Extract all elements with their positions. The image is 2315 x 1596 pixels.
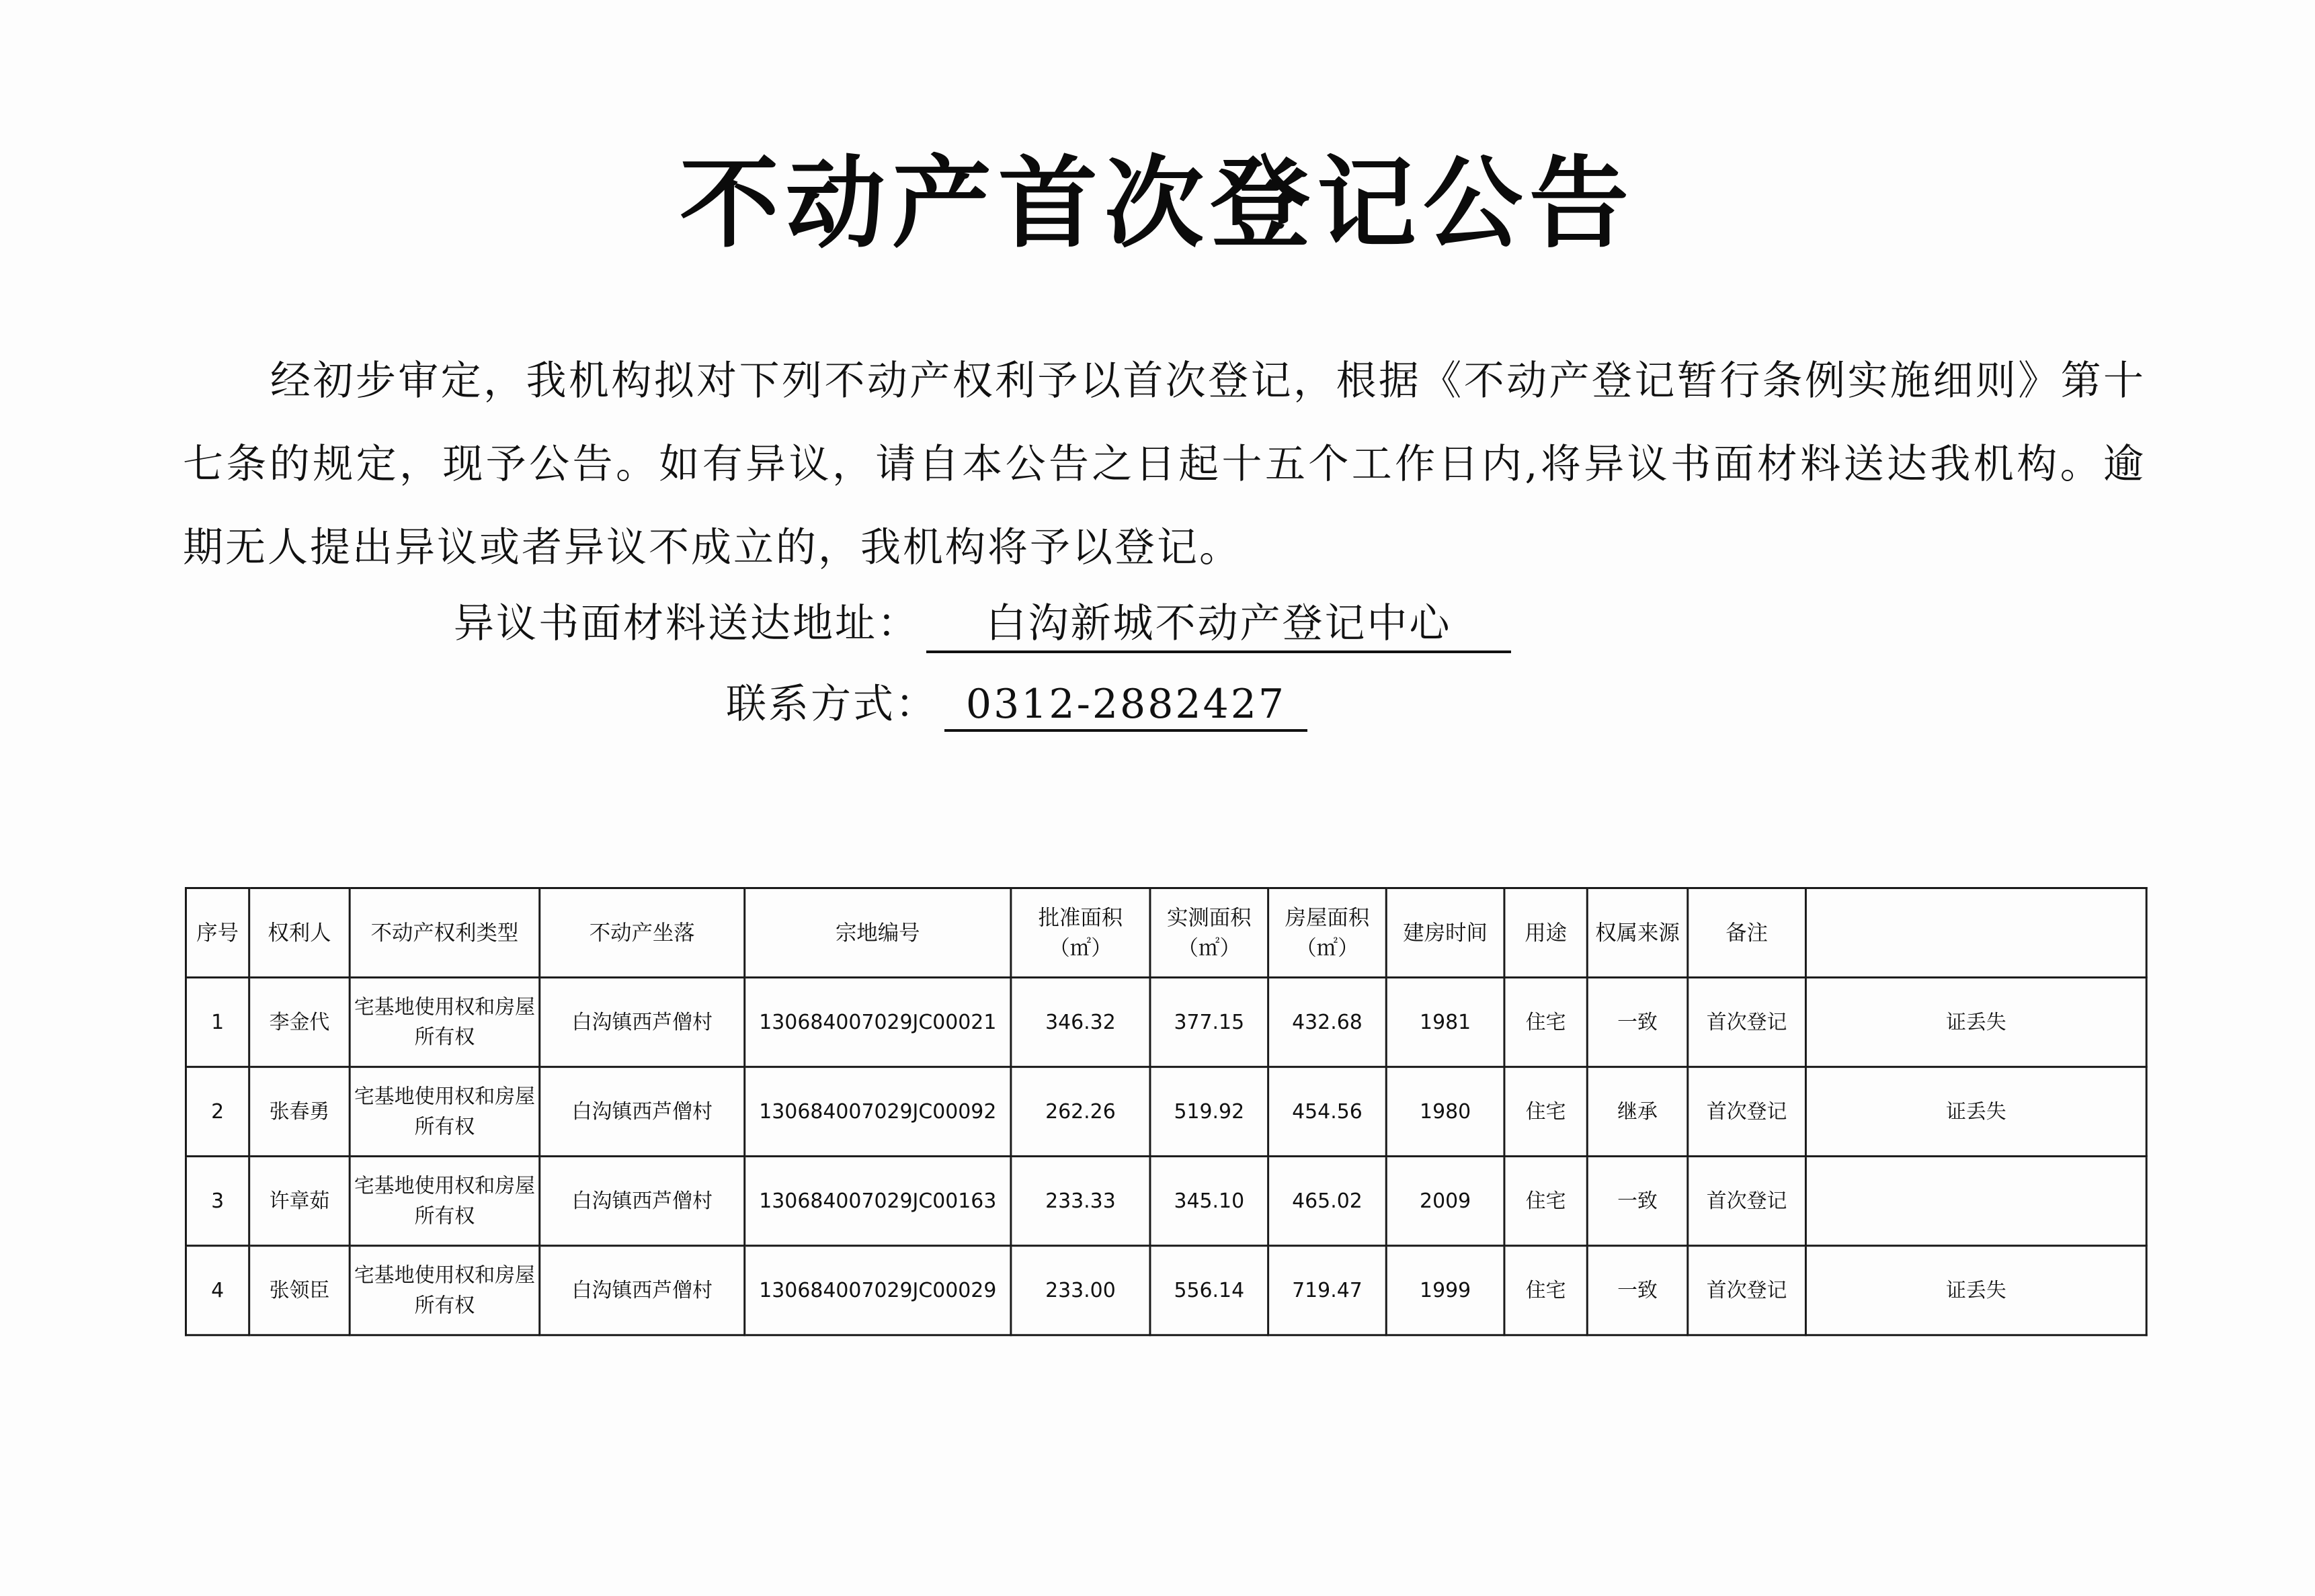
cell-parcel: 130684007029JC00029 — [745, 1246, 1011, 1335]
cell-use: 住宅 — [1504, 1067, 1587, 1157]
header-location: 不动产坐落 — [540, 888, 745, 977]
cell-building-area: 719.47 — [1268, 1246, 1387, 1335]
table-row — [186, 978, 2146, 1067]
address-label: 异议书面材料送达地址： — [454, 600, 920, 647]
announcement-paragraph: 经初步审定，我机构拟对下列不动产权利予以首次登记，根据《不动产登记暂行条例实施细则》第十七条的规定，现予公告。如有异议，请自本公告之日起十五个工作日内,将异议书面材料送达我机构。逾期无人提出异议或者异议不成立的，我机构将予以登记。 — [183, 358, 2146, 571]
header-use: 用途 — [1504, 888, 1587, 977]
cell-source: 继承 — [1587, 1067, 1688, 1157]
cell-measured-area: 519.92 — [1150, 1067, 1268, 1157]
address-line — [454, 591, 1511, 653]
cell-approved-area: 233.33 — [1011, 1157, 1150, 1246]
header-build-year: 建房时间 — [1386, 888, 1504, 977]
cell-extra: 证丢失 — [1805, 978, 2146, 1067]
cell-location: 白沟镇西芦僧村 — [540, 1246, 745, 1335]
header-building-area: 房屋面积（㎡） — [1268, 888, 1387, 977]
cell-use: 住宅 — [1504, 1246, 1587, 1335]
header-approved-area: 批准面积（㎡） — [1011, 888, 1150, 977]
cell-source: 一致 — [1587, 1246, 1688, 1335]
cell-source: 一致 — [1587, 1157, 1688, 1246]
cell-build-year: 2009 — [1386, 1157, 1504, 1246]
cell-remark: 首次登记 — [1688, 1067, 1806, 1157]
cell-approved-area: 346.32 — [1011, 978, 1150, 1067]
cell-building-area: 432.68 — [1268, 978, 1387, 1067]
header-holder: 权利人 — [249, 888, 350, 977]
header-remark: 备注 — [1688, 888, 1806, 977]
cell-source: 一致 — [1587, 978, 1688, 1067]
cell-seq: 1 — [186, 978, 249, 1067]
cell-use: 住宅 — [1504, 1157, 1587, 1246]
cell-parcel: 130684007029JC00021 — [745, 978, 1011, 1067]
table-row — [186, 1067, 2146, 1157]
cell-extra — [1805, 1157, 2146, 1246]
cell-seq: 2 — [186, 1067, 249, 1157]
contact-value: 0312-2882427 — [944, 681, 1307, 732]
cell-seq: 3 — [186, 1157, 249, 1246]
header-source: 权属来源 — [1587, 888, 1688, 977]
table-row — [186, 1157, 2146, 1246]
header-extra — [1805, 888, 2146, 977]
header-right-type: 不动产权利类型 — [350, 888, 540, 977]
cell-parcel: 130684007029JC00163 — [745, 1157, 1011, 1246]
registration-table — [185, 887, 2148, 1336]
table-header-row — [186, 888, 2146, 977]
cell-holder: 张春勇 — [249, 1067, 350, 1157]
cell-right-type: 宅基地使用权和房屋所有权 — [350, 1246, 540, 1335]
cell-remark: 首次登记 — [1688, 1157, 1806, 1246]
cell-extra: 证丢失 — [1805, 1246, 2146, 1335]
cell-building-area: 465.02 — [1268, 1157, 1387, 1246]
cell-location: 白沟镇西芦僧村 — [540, 1157, 745, 1246]
cell-extra: 证丢失 — [1805, 1067, 2146, 1157]
cell-right-type: 宅基地使用权和房屋所有权 — [350, 978, 540, 1067]
cell-approved-area: 262.26 — [1011, 1067, 1150, 1157]
cell-holder: 张领臣 — [249, 1246, 350, 1335]
cell-build-year: 1981 — [1386, 978, 1504, 1067]
cell-right-type: 宅基地使用权和房屋所有权 — [350, 1067, 540, 1157]
header-measured-area: 实测面积（㎡） — [1150, 888, 1268, 977]
cell-seq: 4 — [186, 1246, 249, 1335]
contact-line — [726, 672, 1307, 732]
cell-measured-area: 377.15 — [1150, 978, 1268, 1067]
cell-parcel: 130684007029JC00092 — [745, 1067, 1011, 1157]
cell-holder: 许章茹 — [249, 1157, 350, 1246]
cell-use: 住宅 — [1504, 978, 1587, 1067]
cell-measured-area: 556.14 — [1150, 1246, 1268, 1335]
cell-build-year: 1999 — [1386, 1246, 1504, 1335]
cell-approved-area: 233.00 — [1011, 1246, 1150, 1335]
cell-remark: 首次登记 — [1688, 1246, 1806, 1335]
header-seq: 序号 — [186, 888, 249, 977]
cell-location: 白沟镇西芦僧村 — [540, 1067, 745, 1157]
cell-holder: 李金代 — [249, 978, 350, 1067]
header-parcel: 宗地编号 — [745, 888, 1011, 977]
contact-label: 联系方式： — [726, 681, 938, 728]
cell-build-year: 1980 — [1386, 1067, 1504, 1157]
cell-location: 白沟镇西芦僧村 — [540, 978, 745, 1067]
cell-building-area: 454.56 — [1268, 1067, 1387, 1157]
cell-remark: 首次登记 — [1688, 978, 1806, 1067]
cell-measured-area: 345.10 — [1150, 1157, 1268, 1246]
address-value: 白沟新城不动产登记中心 — [926, 591, 1511, 653]
cell-right-type: 宅基地使用权和房屋所有权 — [350, 1157, 540, 1246]
page-title: 不动产首次登记公告 — [680, 146, 1635, 261]
table-row — [186, 1246, 2146, 1335]
